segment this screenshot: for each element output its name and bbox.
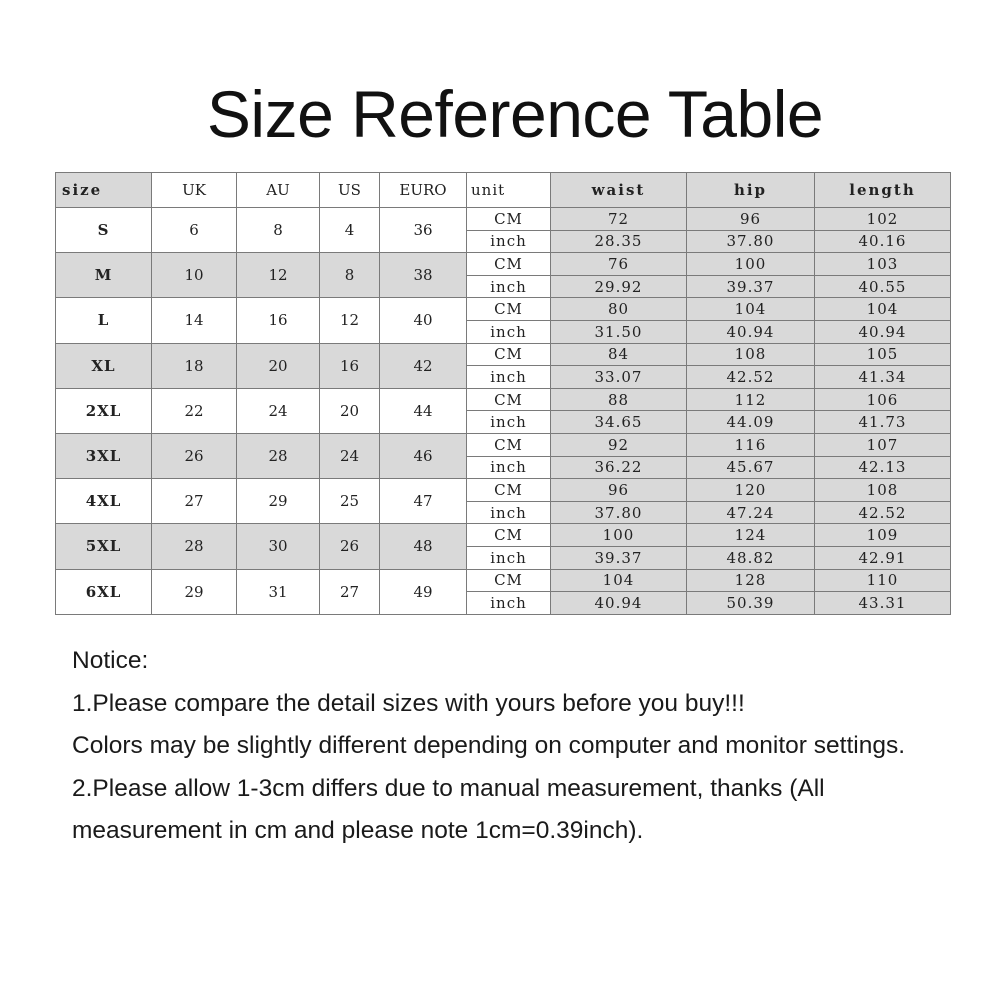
euro-cell: 38 — [380, 253, 467, 298]
waist-cell: 36.22 — [551, 456, 687, 479]
waist-cell: 96 — [551, 479, 687, 502]
au-cell: 31 — [237, 569, 320, 614]
uk-cell: 29 — [152, 569, 237, 614]
size-table-body — [56, 208, 951, 615]
length-cell: 42.91 — [815, 546, 951, 569]
hip-cell: 112 — [687, 388, 815, 411]
table-row — [56, 433, 951, 456]
size-cell: 2XL — [56, 388, 152, 433]
length-cell: 104 — [815, 298, 951, 321]
euro-cell: 44 — [380, 388, 467, 433]
uk-cell: 22 — [152, 388, 237, 433]
unit-cell: inch — [467, 275, 551, 298]
unit-cell: inch — [467, 230, 551, 253]
euro-cell: 40 — [380, 298, 467, 343]
page-title: Size Reference Table — [206, 77, 824, 151]
unit-cell: inch — [467, 501, 551, 524]
waist-cell: 31.50 — [551, 320, 687, 343]
uk-cell: 18 — [152, 343, 237, 388]
hip-cell: 44.09 — [687, 411, 815, 434]
us-cell: 27 — [320, 569, 380, 614]
au-cell: 12 — [237, 253, 320, 298]
hip-cell: 124 — [687, 524, 815, 547]
us-cell: 24 — [320, 433, 380, 478]
unit-cell: inch — [467, 456, 551, 479]
table-row — [56, 569, 951, 592]
hip-cell: 47.24 — [687, 501, 815, 524]
hip-cell: 108 — [687, 343, 815, 366]
table-row — [56, 524, 951, 547]
au-cell: 20 — [237, 343, 320, 388]
length-cell: 109 — [815, 524, 951, 547]
length-cell: 41.34 — [815, 366, 951, 389]
uk-cell: 28 — [152, 524, 237, 569]
unit-cell: CM — [467, 208, 551, 231]
waist-cell: 100 — [551, 524, 687, 547]
size-cell: L — [56, 298, 152, 343]
unit-cell: CM — [467, 253, 551, 276]
length-cell: 107 — [815, 433, 951, 456]
unit-cell: CM — [467, 343, 551, 366]
header-uk: UK — [152, 173, 237, 208]
hip-cell: 96 — [687, 208, 815, 231]
unit-cell: inch — [467, 592, 551, 615]
length-cell: 108 — [815, 479, 951, 502]
length-cell: 102 — [815, 208, 951, 231]
notice-line-3: 2.Please allow 1-3cm differs due to manual measurement, thanks (All measurement in cm and please note 1cm=0.39inch). — [72, 774, 825, 844]
size-cell: M — [56, 253, 152, 298]
us-cell: 4 — [320, 208, 380, 253]
table-row — [56, 253, 951, 276]
euro-cell: 36 — [380, 208, 467, 253]
waist-cell: 80 — [551, 298, 687, 321]
euro-cell: 42 — [380, 343, 467, 388]
header-us: US — [320, 173, 380, 208]
euro-cell: 48 — [380, 524, 467, 569]
unit-cell: CM — [467, 433, 551, 456]
size-cell: XL — [56, 343, 152, 388]
length-cell: 42.13 — [815, 456, 951, 479]
size-table — [55, 172, 951, 615]
hip-cell: 48.82 — [687, 546, 815, 569]
us-cell: 25 — [320, 479, 380, 524]
au-cell: 29 — [237, 479, 320, 524]
euro-cell: 46 — [380, 433, 467, 478]
size-cell: 4XL — [56, 479, 152, 524]
uk-cell: 14 — [152, 298, 237, 343]
waist-cell: 40.94 — [551, 592, 687, 615]
au-cell: 24 — [237, 388, 320, 433]
length-cell: 106 — [815, 388, 951, 411]
header-waist: waist — [551, 173, 687, 208]
uk-cell: 10 — [152, 253, 237, 298]
length-cell: 42.52 — [815, 501, 951, 524]
waist-cell: 34.65 — [551, 411, 687, 434]
hip-cell: 39.37 — [687, 275, 815, 298]
length-cell: 40.94 — [815, 320, 951, 343]
unit-cell: CM — [467, 524, 551, 547]
euro-cell: 49 — [380, 569, 467, 614]
length-cell: 105 — [815, 343, 951, 366]
euro-cell: 47 — [380, 479, 467, 524]
hip-cell: 45.67 — [687, 456, 815, 479]
table-row — [56, 343, 951, 366]
length-cell: 43.31 — [815, 592, 951, 615]
waist-cell: 37.80 — [551, 501, 687, 524]
header-euro: EURO — [380, 173, 467, 208]
au-cell: 30 — [237, 524, 320, 569]
hip-cell: 100 — [687, 253, 815, 276]
waist-cell: 84 — [551, 343, 687, 366]
unit-cell: inch — [467, 546, 551, 569]
header-au: AU — [237, 173, 320, 208]
us-cell: 12 — [320, 298, 380, 343]
hip-cell: 37.80 — [687, 230, 815, 253]
waist-cell: 72 — [551, 208, 687, 231]
length-cell: 103 — [815, 253, 951, 276]
header-size: size — [56, 173, 152, 208]
unit-cell: inch — [467, 366, 551, 389]
uk-cell: 26 — [152, 433, 237, 478]
unit-cell: inch — [467, 411, 551, 434]
waist-cell: 33.07 — [551, 366, 687, 389]
length-cell: 40.16 — [815, 230, 951, 253]
au-cell: 16 — [237, 298, 320, 343]
table-row — [56, 479, 951, 502]
size-cell: 6XL — [56, 569, 152, 614]
au-cell: 8 — [237, 208, 320, 253]
us-cell: 16 — [320, 343, 380, 388]
notice-line-1: 1.Please compare the detail sizes with yours before you buy!!! — [72, 689, 745, 717]
unit-cell: CM — [467, 479, 551, 502]
size-cell: 5XL — [56, 524, 152, 569]
unit-cell: CM — [467, 569, 551, 592]
uk-cell: 6 — [152, 208, 237, 253]
size-cell: 3XL — [56, 433, 152, 478]
table-row — [56, 208, 951, 231]
unit-cell: CM — [467, 388, 551, 411]
waist-cell: 76 — [551, 253, 687, 276]
notice-heading: Notice: — [72, 647, 149, 674]
waist-cell: 29.92 — [551, 275, 687, 298]
uk-cell: 27 — [152, 479, 237, 524]
length-cell: 110 — [815, 569, 951, 592]
us-cell: 20 — [320, 388, 380, 433]
unit-cell: CM — [467, 298, 551, 321]
hip-cell: 104 — [687, 298, 815, 321]
size-cell: S — [56, 208, 152, 253]
length-cell: 40.55 — [815, 275, 951, 298]
us-cell: 26 — [320, 524, 380, 569]
hip-cell: 116 — [687, 433, 815, 456]
hip-cell: 42.52 — [687, 366, 815, 389]
hip-cell: 120 — [687, 479, 815, 502]
unit-cell: inch — [467, 320, 551, 343]
notice-line-2: Colors may be slightly different depending on computer and monitor settings. — [72, 732, 906, 759]
waist-cell: 39.37 — [551, 546, 687, 569]
waist-cell: 92 — [551, 433, 687, 456]
waist-cell: 104 — [551, 569, 687, 592]
hip-cell: 50.39 — [687, 592, 815, 615]
hip-cell: 128 — [687, 569, 815, 592]
header-length: length — [815, 173, 951, 208]
us-cell: 8 — [320, 253, 380, 298]
hip-cell: 40.94 — [687, 320, 815, 343]
notice-section — [72, 640, 972, 853]
header-unit: unit — [467, 173, 551, 208]
table-row — [56, 388, 951, 411]
au-cell: 28 — [237, 433, 320, 478]
table-row — [56, 298, 951, 321]
table-header-row — [56, 173, 951, 208]
header-hip: hip — [687, 173, 815, 208]
length-cell: 41.73 — [815, 411, 951, 434]
waist-cell: 28.35 — [551, 230, 687, 253]
waist-cell: 88 — [551, 388, 687, 411]
